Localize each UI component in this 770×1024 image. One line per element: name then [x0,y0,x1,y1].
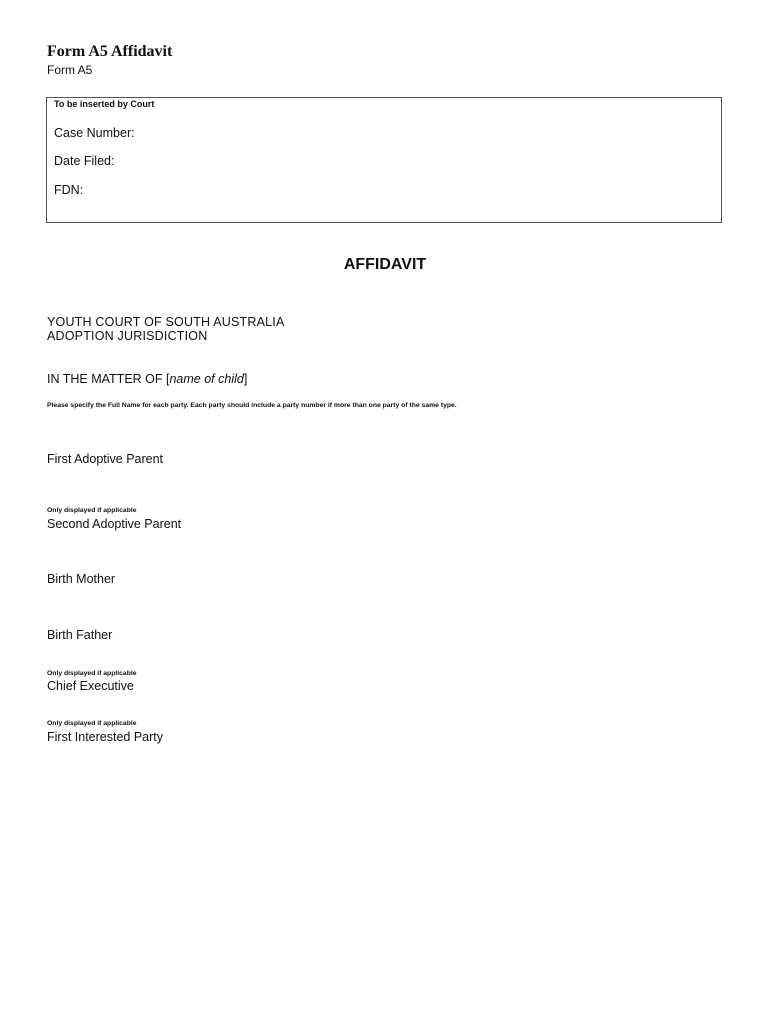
case-number-label: Case Number: [54,126,135,140]
date-filed-label: Date Filed: [54,154,115,168]
fdn-label: FDN: [54,183,84,197]
court-use-box [46,97,722,223]
court-name: YOUTH COURT OF SOUTH AUSTRALIA [47,315,285,329]
party-birth-father: Birth Father [47,628,113,642]
matter-line [47,372,247,386]
party-chief-executive: Chief Executive [47,679,134,693]
matter-suffix: ] [243,372,248,386]
form-subtitle: Form A5 [47,63,93,77]
applicability-note: Only displayed if applicable [47,670,137,677]
party-first-interested-party: First Interested Party [47,730,164,744]
applicability-note: Only displayed if applicable [47,720,137,727]
court-box-heading: To be inserted by Court [54,99,155,109]
document-heading: AFFIDAVIT [343,256,427,273]
party-birth-mother: Birth Mother [47,572,116,586]
matter-prefix: IN THE MATTER OF [ [47,372,170,386]
party-second-adoptive-parent: Second Adoptive Parent [47,517,182,531]
applicability-note: Only displayed if applicable [47,507,137,514]
party-first-adoptive-parent: First Adoptive Parent [47,452,164,466]
jurisdiction: ADOPTION JURISDICTION [47,329,208,343]
form-title: Form A5 Affidavit [47,43,173,60]
child-name-placeholder: name of child [169,372,244,386]
party-instruction: Please specify the Full Name for each party. Each party should include a party number if more than one party of the same type. [47,402,457,409]
